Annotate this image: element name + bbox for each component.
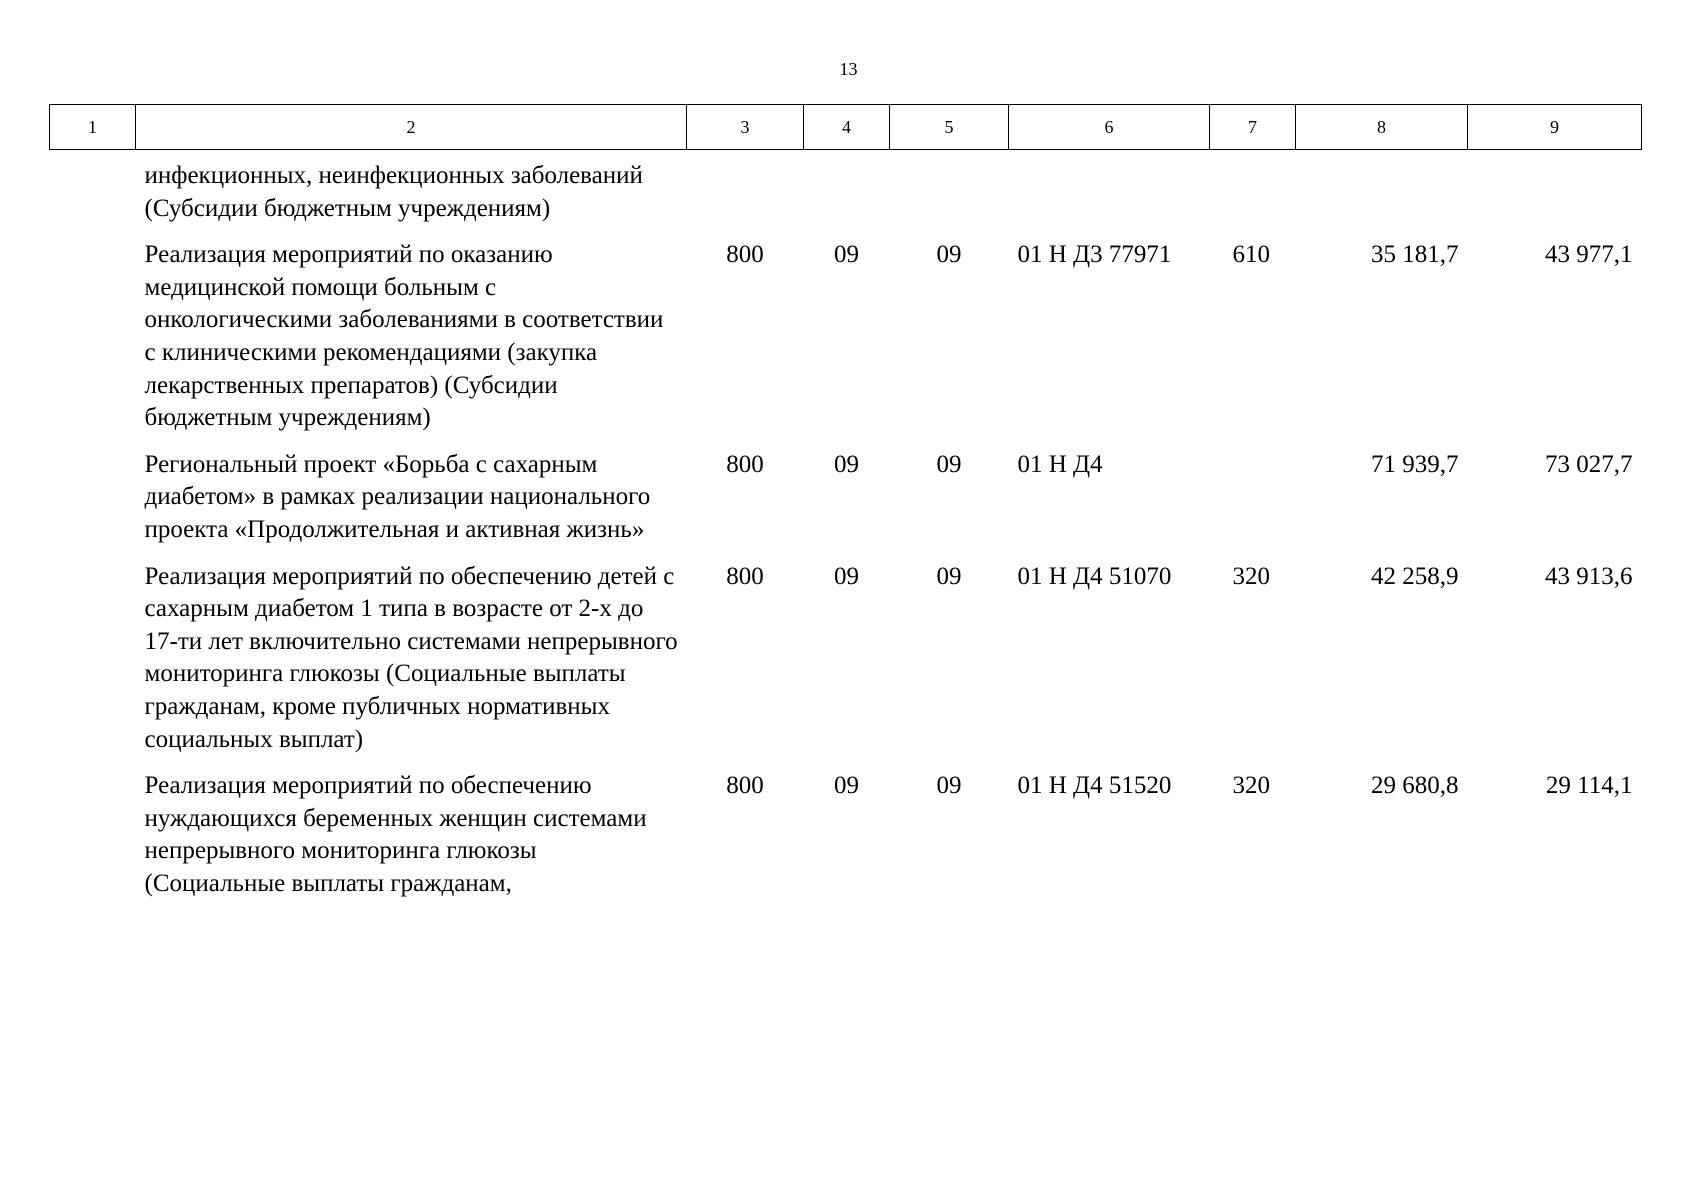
column-header-4: 4 (804, 105, 890, 150)
row-expense-type: 610 (1232, 241, 1270, 269)
row-amount-year1: 42 258,9 (1371, 562, 1459, 590)
row-section: 09 (834, 241, 859, 269)
row-target-article: 01 Н Д4 51520 (1017, 772, 1172, 800)
row-target-article (1009, 150, 1210, 226)
row-name: Реализация мероприятий по обеспечению нуждающихся беременных женщин системами непрерывного мониторинга глюкозы (Социальные выплаты гражданам, (144, 772, 647, 897)
row-amount-year1 (1296, 150, 1468, 226)
row-subsection: 09 (936, 450, 962, 478)
row-ministry: 800 (726, 241, 764, 269)
table-row (50, 225, 1642, 435)
row-subsection (890, 150, 1009, 226)
row-empty-cell (50, 150, 136, 226)
row-amount-year2: 73 027,7 (1545, 450, 1633, 478)
row-amount-year2: 43 977,1 (1545, 241, 1633, 269)
table-row (50, 435, 1642, 547)
row-expense-type: 320 (1232, 562, 1270, 590)
table-row (50, 150, 1642, 226)
row-target-article: 01 Н Д4 51070 (1017, 562, 1172, 590)
row-amount-year1: 71 939,7 (1371, 450, 1459, 478)
row-name: Реализация мероприятий по оказанию медицинской помощи больным с онкологическими заболеваниями в соответствии с клиническими рекомендациями (закупка лекарственных препаратов) (Субсидии бюджетным учреждениям) (144, 241, 664, 432)
row-name: Региональный проект «Борьба с сахарным диабетом» в рамках реализации национального проекта «Продолжительная и активная жизнь» (144, 450, 651, 543)
page-number: 13 (839, 59, 858, 79)
row-target-article: 01 Н Д4 (1017, 450, 1103, 478)
column-header-5: 5 (890, 105, 1009, 150)
column-header-7: 7 (1210, 105, 1296, 150)
budget-table (49, 104, 1642, 900)
row-empty-cell (50, 435, 136, 547)
row-amount-year2 (1468, 150, 1642, 226)
row-name: Реализация мероприятий по обеспечению детей с сахарным диабетом 1 типа в возрасте от 2-х до 17-ти лет включительно системами непрерывного мониторинга глюкозы (Социальные выплаты гражданам, кроме публичных нормативных социальных выплат) (144, 562, 678, 753)
column-header-2: 2 (136, 105, 687, 150)
column-header-6: 6 (1009, 105, 1210, 150)
row-amount-year1: 29 680,8 (1371, 772, 1459, 800)
column-header-8: 8 (1296, 105, 1468, 150)
table-header (50, 105, 1642, 150)
row-target-article: 01 Н Д3 77971 (1017, 241, 1172, 269)
row-section: 09 (834, 450, 859, 478)
row-empty-cell (50, 547, 136, 757)
row-subsection: 09 (936, 241, 962, 269)
row-amount-year2: 29 114,1 (1545, 772, 1633, 800)
column-header-9: 9 (1468, 105, 1642, 150)
row-amount-year1: 35 181,7 (1371, 241, 1459, 269)
row-ministry: 800 (726, 562, 764, 590)
row-amount-year2: 43 913,6 (1545, 562, 1633, 590)
table-row (50, 547, 1642, 757)
row-expense-type (1210, 435, 1296, 547)
row-ministry: 800 (726, 772, 764, 800)
header-row (50, 105, 1642, 150)
row-ministry: 800 (726, 450, 764, 478)
column-header-1: 1 (50, 105, 136, 150)
table-row (50, 756, 1642, 900)
row-section: 09 (834, 772, 859, 800)
row-subsection: 09 (936, 772, 962, 800)
row-expense-type (1210, 150, 1296, 226)
row-section (804, 150, 890, 226)
row-empty-cell (50, 756, 136, 900)
row-subsection: 09 (936, 562, 962, 590)
row-ministry (687, 150, 804, 226)
row-empty-cell (50, 225, 136, 435)
row-expense-type: 320 (1232, 772, 1270, 800)
row-section: 09 (834, 562, 859, 590)
column-header-3: 3 (687, 105, 804, 150)
row-name: инфекционных, неинфекционных заболеваний (Субсидии бюджетным учреждениям) (144, 162, 643, 222)
table-body (50, 150, 1642, 901)
